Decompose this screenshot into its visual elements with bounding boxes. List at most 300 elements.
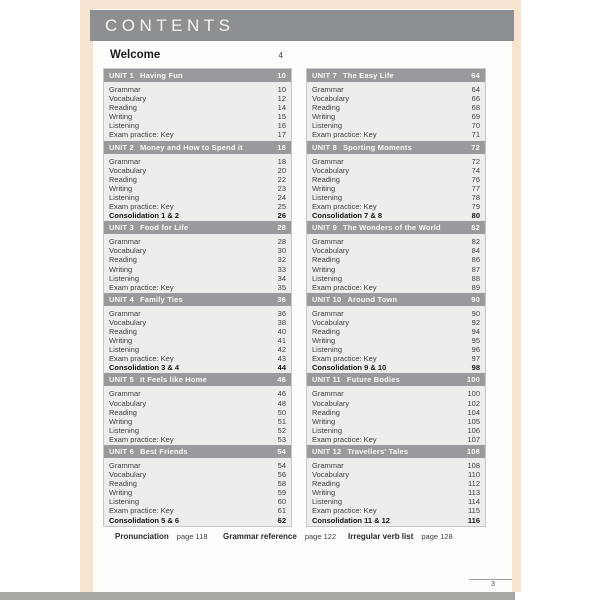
toc-entry-page: 82 bbox=[471, 237, 480, 247]
toc-entry bbox=[307, 363, 485, 372]
toc-entry-page: 48 bbox=[277, 398, 286, 408]
toc-entry-label: Writing bbox=[312, 488, 336, 498]
toc-entry-page: 84 bbox=[471, 246, 480, 256]
toc-entry-page: 87 bbox=[471, 264, 480, 274]
toc-entry-label: Listening bbox=[109, 345, 140, 355]
toc-entry-label: Writing bbox=[312, 416, 336, 426]
toc-entry-label: Listening bbox=[109, 192, 140, 202]
toc-entry-label: Consolidation 11 & 12 bbox=[312, 515, 390, 525]
unit-title: Money and How to Spend it bbox=[139, 142, 243, 152]
toc-entry-page: 54 bbox=[277, 461, 286, 470]
toc-entry bbox=[307, 103, 485, 112]
bottom-page-strip bbox=[0, 592, 515, 600]
toc-columns bbox=[103, 68, 486, 527]
toc-entry-label: Writing bbox=[312, 183, 336, 193]
toc-entry-page: 71 bbox=[471, 130, 480, 140]
welcome-page-number: 4 bbox=[278, 51, 283, 60]
toc-entry-label: Grammar bbox=[312, 85, 344, 94]
toc-entry bbox=[307, 461, 485, 470]
toc-entry-label: Reading bbox=[109, 174, 137, 184]
toc-entry bbox=[307, 435, 485, 444]
unit-title: It Feels like Home bbox=[139, 375, 207, 385]
toc-entry-page: 34 bbox=[277, 273, 286, 283]
unit-start-page: 72 bbox=[471, 142, 480, 152]
toc-entry-label: Consolidation 5 & 6 bbox=[109, 515, 180, 525]
page-title: CONTENTS bbox=[105, 15, 235, 35]
toc-entry bbox=[307, 193, 485, 202]
toc-entry bbox=[104, 237, 291, 246]
toc-entry-label: Grammar bbox=[312, 156, 344, 166]
toc-entry bbox=[307, 184, 485, 193]
toc-entry-label: Vocabulary bbox=[312, 246, 350, 256]
toc-entry bbox=[104, 506, 291, 515]
unit-title: Family Ties bbox=[139, 294, 183, 304]
toc-entry-label: Listening bbox=[109, 497, 140, 507]
toc-entry-page: 23 bbox=[277, 183, 286, 193]
unit-start-page: 108 bbox=[466, 447, 480, 456]
toc-entry-page: 104 bbox=[467, 407, 480, 417]
toc-entry bbox=[307, 470, 485, 479]
unit-title: Best Friends bbox=[139, 447, 188, 456]
toc-entry bbox=[104, 497, 291, 506]
toc-entry bbox=[104, 327, 291, 336]
toc-entry bbox=[307, 345, 485, 354]
toc-entry-label: Consolidation 3 & 4 bbox=[109, 363, 180, 373]
toc-entry bbox=[104, 157, 291, 166]
unit-header-bar bbox=[104, 293, 291, 306]
toc-entry bbox=[104, 175, 291, 184]
toc-entry bbox=[307, 202, 485, 211]
toc-entry-page: 62 bbox=[277, 515, 286, 525]
toc-entry-page: 98 bbox=[471, 363, 480, 373]
toc-entry-label: Grammar bbox=[312, 389, 344, 399]
toc-entry bbox=[104, 94, 291, 103]
footer-ref-page: page 128 bbox=[421, 532, 453, 541]
toc-entry-label: Grammar bbox=[109, 308, 141, 318]
toc-entry bbox=[104, 426, 291, 435]
toc-entry-label: Vocabulary bbox=[109, 470, 147, 480]
toc-entry-label: Vocabulary bbox=[109, 317, 147, 327]
toc-entry-label: Grammar bbox=[312, 237, 344, 247]
unit-item-list bbox=[307, 306, 485, 374]
toc-entry bbox=[307, 255, 485, 264]
footer-ref-label: Irregular verb list bbox=[348, 532, 414, 541]
toc-column-1 bbox=[103, 68, 292, 527]
toc-entry-page: 68 bbox=[471, 103, 480, 113]
toc-entry-label: Reading bbox=[109, 479, 137, 489]
footer-ref-label: Pronunciation bbox=[115, 532, 169, 541]
toc-entry-label: Writing bbox=[312, 264, 336, 274]
footer-ref-label: Grammar reference bbox=[223, 532, 297, 541]
toc-entry-label: Reading bbox=[312, 407, 340, 417]
toc-entry bbox=[307, 488, 485, 497]
toc-entry-label: Grammar bbox=[109, 237, 141, 247]
toc-entry-page: 38 bbox=[277, 317, 286, 327]
toc-entry-page: 44 bbox=[277, 363, 286, 373]
unit-item-list bbox=[104, 458, 291, 526]
toc-entry bbox=[104, 408, 291, 417]
unit-item-list bbox=[307, 234, 485, 293]
toc-entry bbox=[104, 516, 291, 525]
toc-entry bbox=[307, 157, 485, 166]
toc-entry-label: Exam practice: Key bbox=[109, 506, 174, 516]
toc-entry-page: 17 bbox=[277, 130, 286, 140]
toc-entry bbox=[307, 479, 485, 488]
toc-entry-label: Exam practice: Key bbox=[109, 354, 174, 364]
toc-entry-page: 28 bbox=[277, 237, 286, 247]
toc-entry-page: 22 bbox=[277, 174, 286, 184]
toc-entry bbox=[104, 479, 291, 488]
footer-references bbox=[93, 532, 512, 546]
toc-entry-page: 72 bbox=[471, 156, 480, 166]
toc-entry-page: 33 bbox=[277, 264, 286, 274]
toc-entry-label: Listening bbox=[312, 192, 343, 202]
toc-entry-page: 80 bbox=[471, 211, 480, 221]
toc-entry-page: 106 bbox=[467, 425, 480, 435]
unit-header-bar bbox=[307, 69, 485, 82]
toc-entry-label: Grammar bbox=[312, 461, 344, 470]
toc-entry-page: 94 bbox=[471, 326, 480, 336]
toc-entry bbox=[104, 363, 291, 372]
toc-entry-page: 105 bbox=[467, 416, 480, 426]
toc-entry-label: Listening bbox=[312, 273, 343, 283]
toc-entry-page: 113 bbox=[468, 488, 480, 498]
unit-item-list bbox=[307, 458, 485, 526]
unit-title: Sporting Moments bbox=[342, 142, 412, 152]
toc-entry bbox=[307, 399, 485, 408]
unit-number-label: UNIT 3 bbox=[109, 223, 134, 233]
toc-entry bbox=[104, 417, 291, 426]
unit-number-label: UNIT 12 bbox=[312, 447, 342, 456]
toc-entry bbox=[307, 265, 485, 274]
welcome-row bbox=[110, 49, 283, 61]
toc-entry-page: 30 bbox=[277, 246, 286, 256]
toc-entry-page: 112 bbox=[468, 479, 480, 489]
toc-entry-label: Vocabulary bbox=[312, 470, 350, 480]
toc-entry-label: Listening bbox=[109, 273, 140, 283]
unit-number-label: UNIT 4 bbox=[109, 294, 134, 304]
unit-item-list bbox=[104, 154, 291, 222]
toc-entry-page: 16 bbox=[277, 121, 286, 131]
toc-entry-page: 89 bbox=[471, 282, 480, 292]
toc-entry-label: Grammar bbox=[109, 389, 141, 399]
unit-start-page: 90 bbox=[471, 294, 480, 304]
toc-entry bbox=[104, 399, 291, 408]
toc-entry bbox=[307, 246, 485, 255]
toc-entry bbox=[104, 246, 291, 255]
toc-entry-page: 52 bbox=[277, 425, 286, 435]
unit-item-list bbox=[307, 386, 485, 445]
toc-entry-label: Grammar bbox=[109, 156, 141, 166]
toc-entry bbox=[307, 354, 485, 363]
toc-entry-page: 41 bbox=[277, 336, 286, 346]
welcome-label: Welcome bbox=[110, 49, 161, 61]
footer-ref-page: page 122 bbox=[304, 532, 337, 541]
unit-header-bar bbox=[104, 221, 291, 234]
unit-number-label: UNIT 11 bbox=[312, 375, 341, 385]
toc-entry-label: Writing bbox=[109, 416, 133, 426]
toc-entry-label: Writing bbox=[109, 336, 133, 346]
unit-header-bar bbox=[104, 69, 291, 82]
toc-entry-label: Writing bbox=[109, 264, 133, 274]
toc-entry-label: Exam practice: Key bbox=[312, 506, 377, 516]
toc-column-2 bbox=[306, 68, 486, 527]
unit-header-bar bbox=[104, 445, 291, 458]
toc-entry-label: Reading bbox=[312, 255, 340, 265]
toc-entry bbox=[307, 237, 485, 246]
unit-header-bar bbox=[307, 221, 485, 234]
toc-entry-page: 97 bbox=[471, 354, 480, 364]
toc-entry bbox=[104, 265, 291, 274]
toc-entry bbox=[307, 85, 485, 94]
toc-entry-label: Listening bbox=[312, 121, 343, 131]
unit-start-page: 10 bbox=[277, 71, 286, 80]
toc-entry-page: 20 bbox=[277, 165, 286, 175]
toc-entry-label: Exam practice: Key bbox=[109, 282, 174, 292]
toc-entry-label: Exam practice: Key bbox=[312, 130, 377, 140]
toc-entry bbox=[307, 408, 485, 417]
toc-entry-page: 95 bbox=[471, 336, 480, 346]
unit-section bbox=[307, 373, 485, 445]
unit-header-bar bbox=[307, 293, 485, 306]
toc-entry-page: 108 bbox=[467, 461, 480, 470]
toc-entry-label: Listening bbox=[312, 497, 343, 507]
page-number-rule bbox=[469, 579, 512, 580]
toc-entry-label: Vocabulary bbox=[312, 398, 350, 408]
toc-entry-page: 100 bbox=[467, 389, 480, 399]
toc-entry bbox=[307, 327, 485, 336]
unit-number-label: UNIT 5 bbox=[109, 375, 134, 385]
toc-entry bbox=[104, 255, 291, 264]
toc-entry bbox=[104, 389, 291, 398]
toc-entry-label: Exam practice: Key bbox=[312, 282, 377, 292]
toc-entry-label: Exam practice: Key bbox=[109, 202, 174, 212]
toc-entry bbox=[307, 417, 485, 426]
unit-section bbox=[104, 445, 291, 526]
toc-entry-label: Writing bbox=[109, 183, 133, 193]
toc-entry bbox=[104, 345, 291, 354]
toc-entry-page: 58 bbox=[277, 479, 286, 489]
toc-entry-label: Writing bbox=[109, 112, 133, 122]
toc-entry-page: 42 bbox=[277, 345, 286, 355]
contents-header-bar bbox=[90, 10, 514, 41]
toc-entry-page: 96 bbox=[471, 345, 480, 355]
toc-entry-page: 35 bbox=[277, 282, 286, 292]
toc-entry bbox=[307, 283, 485, 292]
toc-entry bbox=[307, 389, 485, 398]
toc-entry bbox=[307, 506, 485, 515]
toc-entry-page: 61 bbox=[277, 506, 286, 516]
toc-entry-label: Vocabulary bbox=[109, 398, 147, 408]
toc-entry-page: 24 bbox=[277, 192, 286, 202]
toc-entry bbox=[307, 516, 485, 525]
unit-number-label: UNIT 8 bbox=[312, 142, 337, 152]
toc-entry bbox=[104, 461, 291, 470]
unit-section bbox=[307, 293, 485, 374]
toc-entry-label: Reading bbox=[312, 174, 340, 184]
unit-start-page: 82 bbox=[471, 223, 480, 233]
unit-title: Travellers' Tales bbox=[347, 447, 409, 456]
toc-entry bbox=[307, 94, 485, 103]
toc-entry-label: Grammar bbox=[109, 461, 141, 470]
toc-entry-page: 51 bbox=[277, 416, 286, 426]
toc-entry bbox=[104, 354, 291, 363]
toc-entry-page: 90 bbox=[471, 308, 480, 318]
toc-entry-page: 12 bbox=[277, 94, 286, 104]
unit-item-list bbox=[104, 234, 291, 293]
toc-entry bbox=[307, 211, 485, 220]
unit-section bbox=[104, 221, 291, 293]
toc-entry-page: 110 bbox=[468, 470, 480, 480]
unit-item-list bbox=[307, 82, 485, 141]
footer-ref-irregular-verb-list bbox=[348, 532, 453, 541]
unit-section bbox=[104, 293, 291, 374]
toc-entry-label: Consolidation 7 & 8 bbox=[312, 211, 383, 221]
unit-start-page: 54 bbox=[277, 447, 286, 456]
toc-entry bbox=[104, 193, 291, 202]
unit-section bbox=[104, 141, 291, 222]
toc-entry-page: 56 bbox=[277, 470, 286, 480]
toc-entry bbox=[307, 497, 485, 506]
toc-entry-label: Grammar bbox=[109, 85, 141, 94]
unit-header-bar bbox=[104, 141, 291, 154]
toc-entry-page: 70 bbox=[471, 121, 480, 131]
toc-entry-label: Vocabulary bbox=[312, 165, 350, 175]
toc-entry bbox=[104, 336, 291, 345]
unit-section bbox=[307, 445, 485, 526]
toc-entry-label: Reading bbox=[312, 326, 340, 336]
unit-title: The Easy Life bbox=[342, 71, 394, 80]
toc-entry bbox=[104, 166, 291, 175]
toc-entry bbox=[104, 112, 291, 121]
toc-entry bbox=[104, 435, 291, 444]
toc-entry bbox=[104, 85, 291, 94]
toc-entry-page: 115 bbox=[468, 506, 480, 516]
unit-title: Future Bodies bbox=[346, 375, 400, 385]
toc-entry-page: 77 bbox=[471, 183, 480, 193]
contents-page bbox=[93, 9, 512, 592]
unit-start-page: 36 bbox=[277, 294, 286, 304]
unit-number-label: UNIT 1 bbox=[109, 71, 134, 80]
unit-number-label: UNIT 2 bbox=[109, 142, 134, 152]
toc-entry-label: Exam practice: Key bbox=[312, 202, 377, 212]
toc-entry-page: 59 bbox=[277, 488, 286, 498]
toc-entry bbox=[104, 202, 291, 211]
toc-entry-label: Reading bbox=[109, 255, 137, 265]
toc-entry-page: 107 bbox=[467, 434, 480, 444]
unit-number-label: UNIT 7 bbox=[312, 71, 337, 80]
toc-entry bbox=[104, 121, 291, 130]
unit-number-label: UNIT 10 bbox=[312, 294, 342, 304]
unit-title: The Wonders of the World bbox=[342, 223, 441, 233]
unit-section bbox=[104, 373, 291, 445]
toc-entry bbox=[104, 103, 291, 112]
toc-entry bbox=[104, 130, 291, 139]
toc-entry bbox=[104, 309, 291, 318]
toc-entry-label: Listening bbox=[312, 345, 343, 355]
toc-entry-label: Exam practice: Key bbox=[312, 354, 377, 364]
toc-entry-page: 69 bbox=[471, 112, 480, 122]
toc-entry bbox=[104, 274, 291, 283]
toc-entry-page: 86 bbox=[471, 255, 480, 265]
toc-entry bbox=[307, 309, 485, 318]
unit-header-bar bbox=[307, 141, 485, 154]
unit-header-bar bbox=[104, 373, 291, 386]
toc-entry-label: Reading bbox=[312, 103, 340, 113]
footer-ref-grammar-reference bbox=[223, 532, 336, 541]
unit-section bbox=[104, 69, 291, 141]
toc-entry-page: 64 bbox=[471, 85, 480, 94]
unit-number-label: UNIT 9 bbox=[312, 223, 337, 233]
toc-entry-label: Exam practice: Key bbox=[109, 130, 174, 140]
toc-entry-page: 40 bbox=[277, 326, 286, 336]
toc-entry-page: 74 bbox=[471, 165, 480, 175]
toc-entry-page: 25 bbox=[277, 202, 286, 212]
toc-entry-label: Consolidation 1 & 2 bbox=[109, 211, 180, 221]
toc-entry-label: Vocabulary bbox=[312, 317, 350, 327]
unit-item-list bbox=[307, 154, 485, 222]
toc-entry-page: 26 bbox=[277, 211, 286, 221]
unit-start-page: 18 bbox=[277, 142, 286, 152]
toc-entry-label: Writing bbox=[312, 336, 336, 346]
toc-entry-page: 102 bbox=[467, 398, 480, 408]
toc-entry-label: Writing bbox=[109, 488, 133, 498]
toc-entry-page: 46 bbox=[277, 389, 286, 399]
unit-item-list bbox=[104, 386, 291, 445]
toc-entry bbox=[307, 112, 485, 121]
toc-entry bbox=[307, 175, 485, 184]
toc-entry bbox=[104, 318, 291, 327]
toc-entry-page: 60 bbox=[277, 497, 286, 507]
unit-title: Food for Life bbox=[139, 223, 189, 233]
unit-title: Having Fun bbox=[139, 71, 183, 80]
toc-entry bbox=[307, 336, 485, 345]
toc-entry bbox=[104, 184, 291, 193]
unit-number-label: UNIT 6 bbox=[109, 447, 134, 456]
toc-entry-label: Listening bbox=[109, 121, 140, 131]
toc-entry-page: 10 bbox=[277, 85, 286, 94]
toc-entry-page: 92 bbox=[471, 317, 480, 327]
toc-entry bbox=[104, 488, 291, 497]
page-number: 3 bbox=[491, 581, 495, 588]
toc-entry-page: 43 bbox=[277, 354, 286, 364]
toc-entry-page: 32 bbox=[277, 255, 286, 265]
footer-ref-pronunciation bbox=[115, 532, 208, 541]
toc-entry-label: Reading bbox=[109, 103, 137, 113]
toc-entry-page: 50 bbox=[277, 407, 286, 417]
toc-entry-label: Vocabulary bbox=[312, 94, 350, 104]
toc-entry-label: Reading bbox=[312, 479, 340, 489]
toc-entry-page: 76 bbox=[471, 174, 480, 184]
unit-start-page: 100 bbox=[466, 375, 480, 385]
toc-entry-page: 14 bbox=[277, 103, 286, 113]
toc-entry-page: 15 bbox=[277, 112, 286, 122]
toc-entry-page: 18 bbox=[277, 156, 286, 166]
unit-section bbox=[307, 221, 485, 293]
toc-entry bbox=[307, 426, 485, 435]
toc-entry-label: Writing bbox=[312, 112, 336, 122]
toc-entry-page: 66 bbox=[471, 94, 480, 104]
unit-title: Around Town bbox=[347, 294, 398, 304]
toc-entry-label: Listening bbox=[312, 425, 343, 435]
toc-entry-label: Grammar bbox=[312, 308, 344, 318]
unit-start-page: 64 bbox=[471, 71, 480, 80]
unit-item-list bbox=[104, 306, 291, 374]
toc-entry bbox=[104, 470, 291, 479]
toc-entry bbox=[307, 130, 485, 139]
toc-entry-page: 114 bbox=[468, 497, 480, 507]
unit-section bbox=[307, 141, 485, 222]
